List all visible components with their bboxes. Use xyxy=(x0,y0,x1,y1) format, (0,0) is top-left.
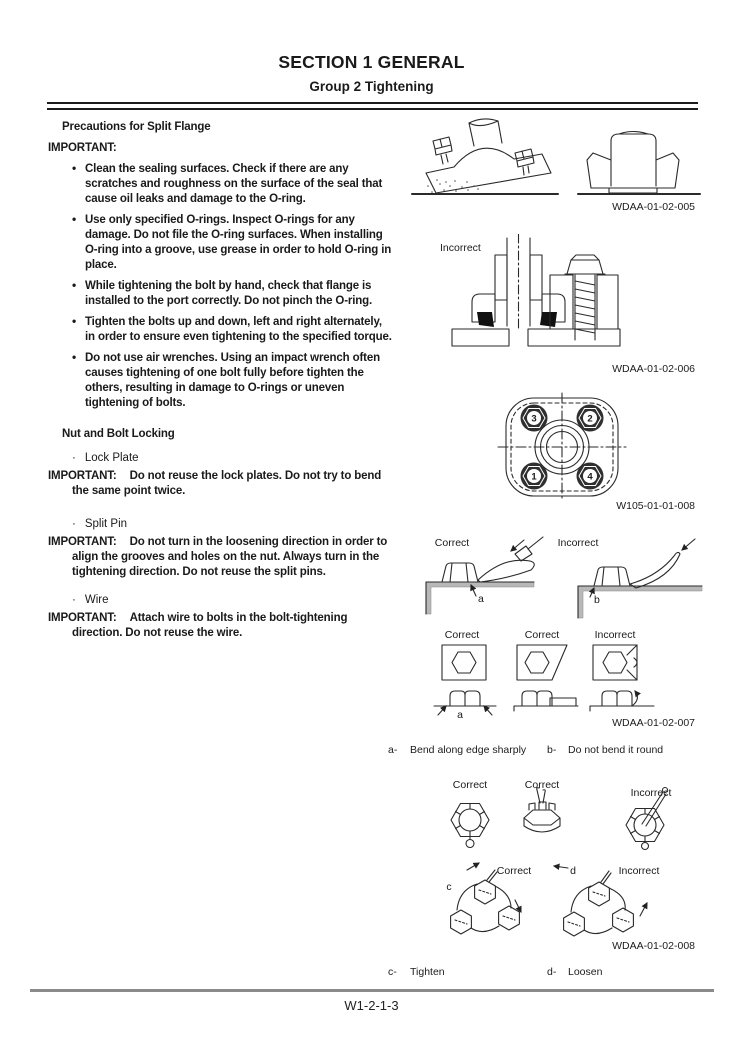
important-wire xyxy=(48,611,394,641)
heading-nut-bolt-locking: Nut and Bolt Locking xyxy=(62,428,175,440)
key-a-label: a xyxy=(457,709,463,720)
figure-caption: WDAA-01-02-006 xyxy=(612,363,695,375)
precautions-list xyxy=(48,162,394,411)
incorrect-label: Incorrect xyxy=(440,242,481,254)
legend-key-c: c- xyxy=(388,966,397,978)
incorrect-label: Incorrect xyxy=(557,537,599,549)
figure-caption: WDAA-01-02-005 xyxy=(612,201,695,213)
list-item: • Tighten the bolts up and down, left and right alternately, in order to ensure even tightening to the specified torque. xyxy=(85,315,394,345)
important-label: IMPORTANT: xyxy=(48,536,117,548)
important-label: IMPORTANT: xyxy=(48,612,117,624)
correct-label: Correct xyxy=(524,779,560,791)
lock-plate-views-illustration xyxy=(410,628,700,720)
important-label: IMPORTANT: xyxy=(48,142,117,154)
bolt-number: 1 xyxy=(531,471,537,483)
section-title: SECTION 1 GENERAL xyxy=(278,52,465,72)
list-item: • Clean the sealing surfaces. Check if there are any scratches and roughness on the surface of the seal that cause oil leaks and damage to the O-ring. xyxy=(85,162,394,207)
key-b-label: b xyxy=(594,594,600,606)
list-item: • Do not use air wrenches. Using an impact wrench often causes tightening of one bolt fully before tighten the others, resulting in damage to O-rings or uneven tightening of bolts. xyxy=(85,351,394,411)
legend-text-c: Tighten xyxy=(410,966,445,978)
legend-key-b: b- xyxy=(547,744,557,756)
subitem-lock-plate: · Lock Plate xyxy=(72,451,394,466)
correct-label: Correct xyxy=(524,629,560,641)
heading-precautions: Precautions for Split Flange xyxy=(62,121,211,133)
bolt-tightening-order-illustration xyxy=(496,390,628,504)
key-c-label: c xyxy=(446,881,452,893)
correct-label: Correct xyxy=(496,865,532,877)
key-d-label: d xyxy=(570,865,576,877)
bolt-number: 3 xyxy=(531,413,537,425)
wire-locking-illustration xyxy=(415,858,705,942)
figure-caption: W105-01-01-008 xyxy=(616,500,695,512)
bolt-number: 4 xyxy=(587,471,593,483)
subitem-split-pin: · Split Pin xyxy=(72,517,394,532)
incorrect-label: Incorrect xyxy=(594,629,636,641)
text-column xyxy=(48,118,394,641)
lock-plate-bending-illustration xyxy=(412,534,704,620)
important-label: IMPORTANT: xyxy=(48,470,117,482)
figure-caption: WDAA-01-02-007 xyxy=(612,717,695,729)
legend-text-b: Do not bend it round xyxy=(568,744,664,756)
legend-text-d: Loosen xyxy=(568,966,603,978)
page-number: W1-2-1-3 xyxy=(344,998,399,1013)
split-flange-seating-illustration xyxy=(410,116,702,204)
header-divider xyxy=(47,102,698,110)
legend-text-a: Bend along edge sharply xyxy=(410,744,527,756)
incorrect-label: Incorrect xyxy=(618,865,660,877)
footer-divider xyxy=(30,989,714,992)
incorrect-label: Incorrect xyxy=(630,787,672,799)
correct-label: Correct xyxy=(434,537,470,549)
bolt-number: 2 xyxy=(587,413,593,425)
legend-key-d: d- xyxy=(547,966,557,978)
subitem-wire: · Wire xyxy=(72,593,394,608)
correct-label: Correct xyxy=(452,779,488,791)
important-split-pin xyxy=(48,535,394,580)
legend-key-a: a- xyxy=(388,744,398,756)
group-subtitle: Group 2 Tightening xyxy=(309,79,434,94)
figure-caption: WDAA-01-02-008 xyxy=(612,940,695,952)
pinched-oring-cross-section-illustration xyxy=(432,234,668,358)
list-item: • Use only specified O-rings. Inspect O-rings for any damage. Do not file the O-ring surfaces. When installing O-ring into a groove, use grease in order to hold O-ring in place. xyxy=(85,213,394,273)
important-text: Attach wire to bolts in the bolt-tightening direction. Do not reuse the wire. xyxy=(72,612,348,639)
key-a-label: a xyxy=(478,593,484,605)
split-pin-castle-nut-illustration xyxy=(420,778,700,854)
important-text: Do not reuse the lock plates. Do not try to bend the same point twice. xyxy=(72,470,382,497)
important-text: Do not turn in the loosening direction in order to align the grooves and holes on the nut. Always turn in the tightening direction. Do not reuse the split pins. xyxy=(72,536,388,578)
correct-label: Correct xyxy=(444,629,480,641)
list-item: • While tightening the bolt by hand, check that flange is installed to the port correctly. Do not pinch the O-ring. xyxy=(85,279,394,309)
important-lock-plate xyxy=(48,469,394,499)
